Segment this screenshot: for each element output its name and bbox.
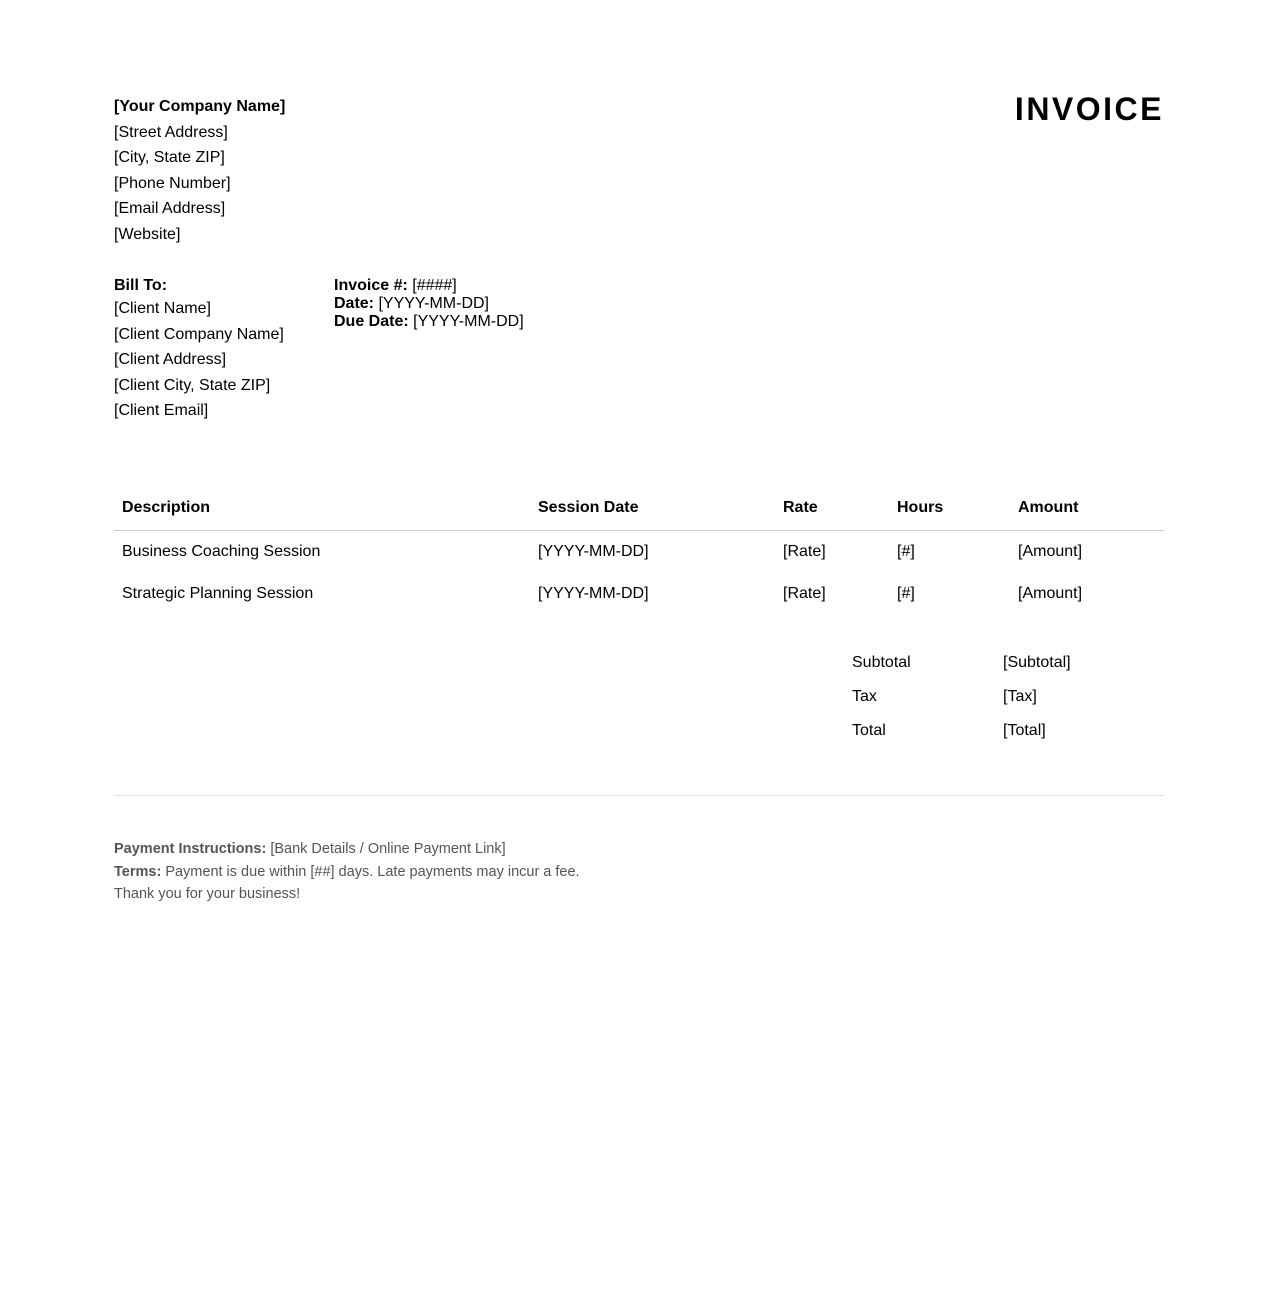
tax-row: [852, 680, 1071, 714]
tax-label: Tax: [852, 688, 877, 705]
subtotal-value: [Subtotal]: [1003, 654, 1071, 671]
table-header-row: [114, 490, 1164, 531]
bill-to: [114, 276, 284, 424]
due-date-label: Due Date:: [334, 313, 409, 330]
header-hours: Hours: [889, 490, 1010, 531]
client-company: [Client Company Name]: [114, 325, 284, 343]
thank-you-note: Thank you for your business!: [114, 886, 301, 902]
terms-value: Payment is due within [##] days. Late payments may incur a fee.: [165, 863, 580, 880]
totals-block: [852, 646, 1071, 748]
company-name: [Your Company Name]: [114, 98, 286, 115]
due-date-value: [YYYY-MM-DD]: [413, 313, 524, 330]
total-value: [Total]: [1003, 722, 1046, 739]
subtotal-label: Subtotal: [852, 654, 911, 671]
header-session-date: Session Date: [530, 490, 775, 531]
payment-instructions-value: [Bank Details / Online Payment Link]: [270, 841, 506, 857]
cell-hours: [#]: [897, 585, 915, 602]
tax-value: [Tax]: [1003, 688, 1037, 705]
cell-rate: [Rate]: [783, 543, 826, 560]
total-label: Total: [852, 722, 886, 739]
client-name: [Client Name]: [114, 300, 211, 317]
company-email: [Email Address]: [114, 200, 226, 218]
cell-description: Strategic Planning Session: [122, 585, 314, 602]
company-city: [City, State ZIP]: [114, 149, 225, 167]
invoice-meta: [334, 277, 524, 331]
invoice-number-value: [####]: [412, 277, 457, 294]
cell-rate: [Rate]: [783, 585, 826, 602]
payment-instructions-label: Payment Instructions:: [114, 841, 267, 857]
payment-instructions: [114, 838, 580, 861]
table-row: [114, 531, 1164, 574]
client-email: [Client Email]: [114, 402, 209, 420]
company-phone: [Phone Number]: [114, 174, 231, 192]
footer-notes: [114, 838, 580, 906]
subtotal-row: [852, 646, 1071, 680]
due-date: [334, 313, 524, 331]
terms: [114, 861, 580, 884]
invoice-number-label: Invoice #:: [334, 277, 408, 294]
footer-divider: [114, 795, 1164, 796]
invoice-number: [334, 277, 524, 295]
header-description: Description: [114, 490, 530, 531]
invoice-date-value: [YYYY-MM-DD]: [378, 295, 489, 312]
line-items-table: [114, 490, 1164, 615]
cell-session-date: [YYYY-MM-DD]: [538, 585, 649, 602]
header-amount: Amount: [1010, 490, 1164, 531]
cell-session-date: [YYYY-MM-DD]: [538, 543, 649, 560]
total-row: [852, 714, 1071, 748]
invoice-date: [334, 295, 524, 313]
company-street: [Street Address]: [114, 123, 228, 141]
cell-hours: [#]: [897, 543, 915, 560]
table-row: [114, 573, 1164, 615]
cell-description: Business Coaching Session: [122, 543, 321, 560]
client-city: [Client City, State ZIP]: [114, 376, 271, 394]
cell-amount: [Amount]: [1018, 543, 1083, 560]
client-address: [Client Address]: [114, 351, 227, 369]
company-website: [Website]: [114, 225, 181, 243]
header-rate: Rate: [775, 490, 889, 531]
terms-label: Terms:: [114, 863, 162, 880]
invoice-title: INVOICE: [1014, 91, 1164, 127]
company-info: [114, 94, 285, 248]
bill-to-heading: Bill To:: [114, 277, 168, 294]
cell-amount: [Amount]: [1018, 585, 1083, 602]
invoice-date-label: Date:: [334, 295, 375, 312]
